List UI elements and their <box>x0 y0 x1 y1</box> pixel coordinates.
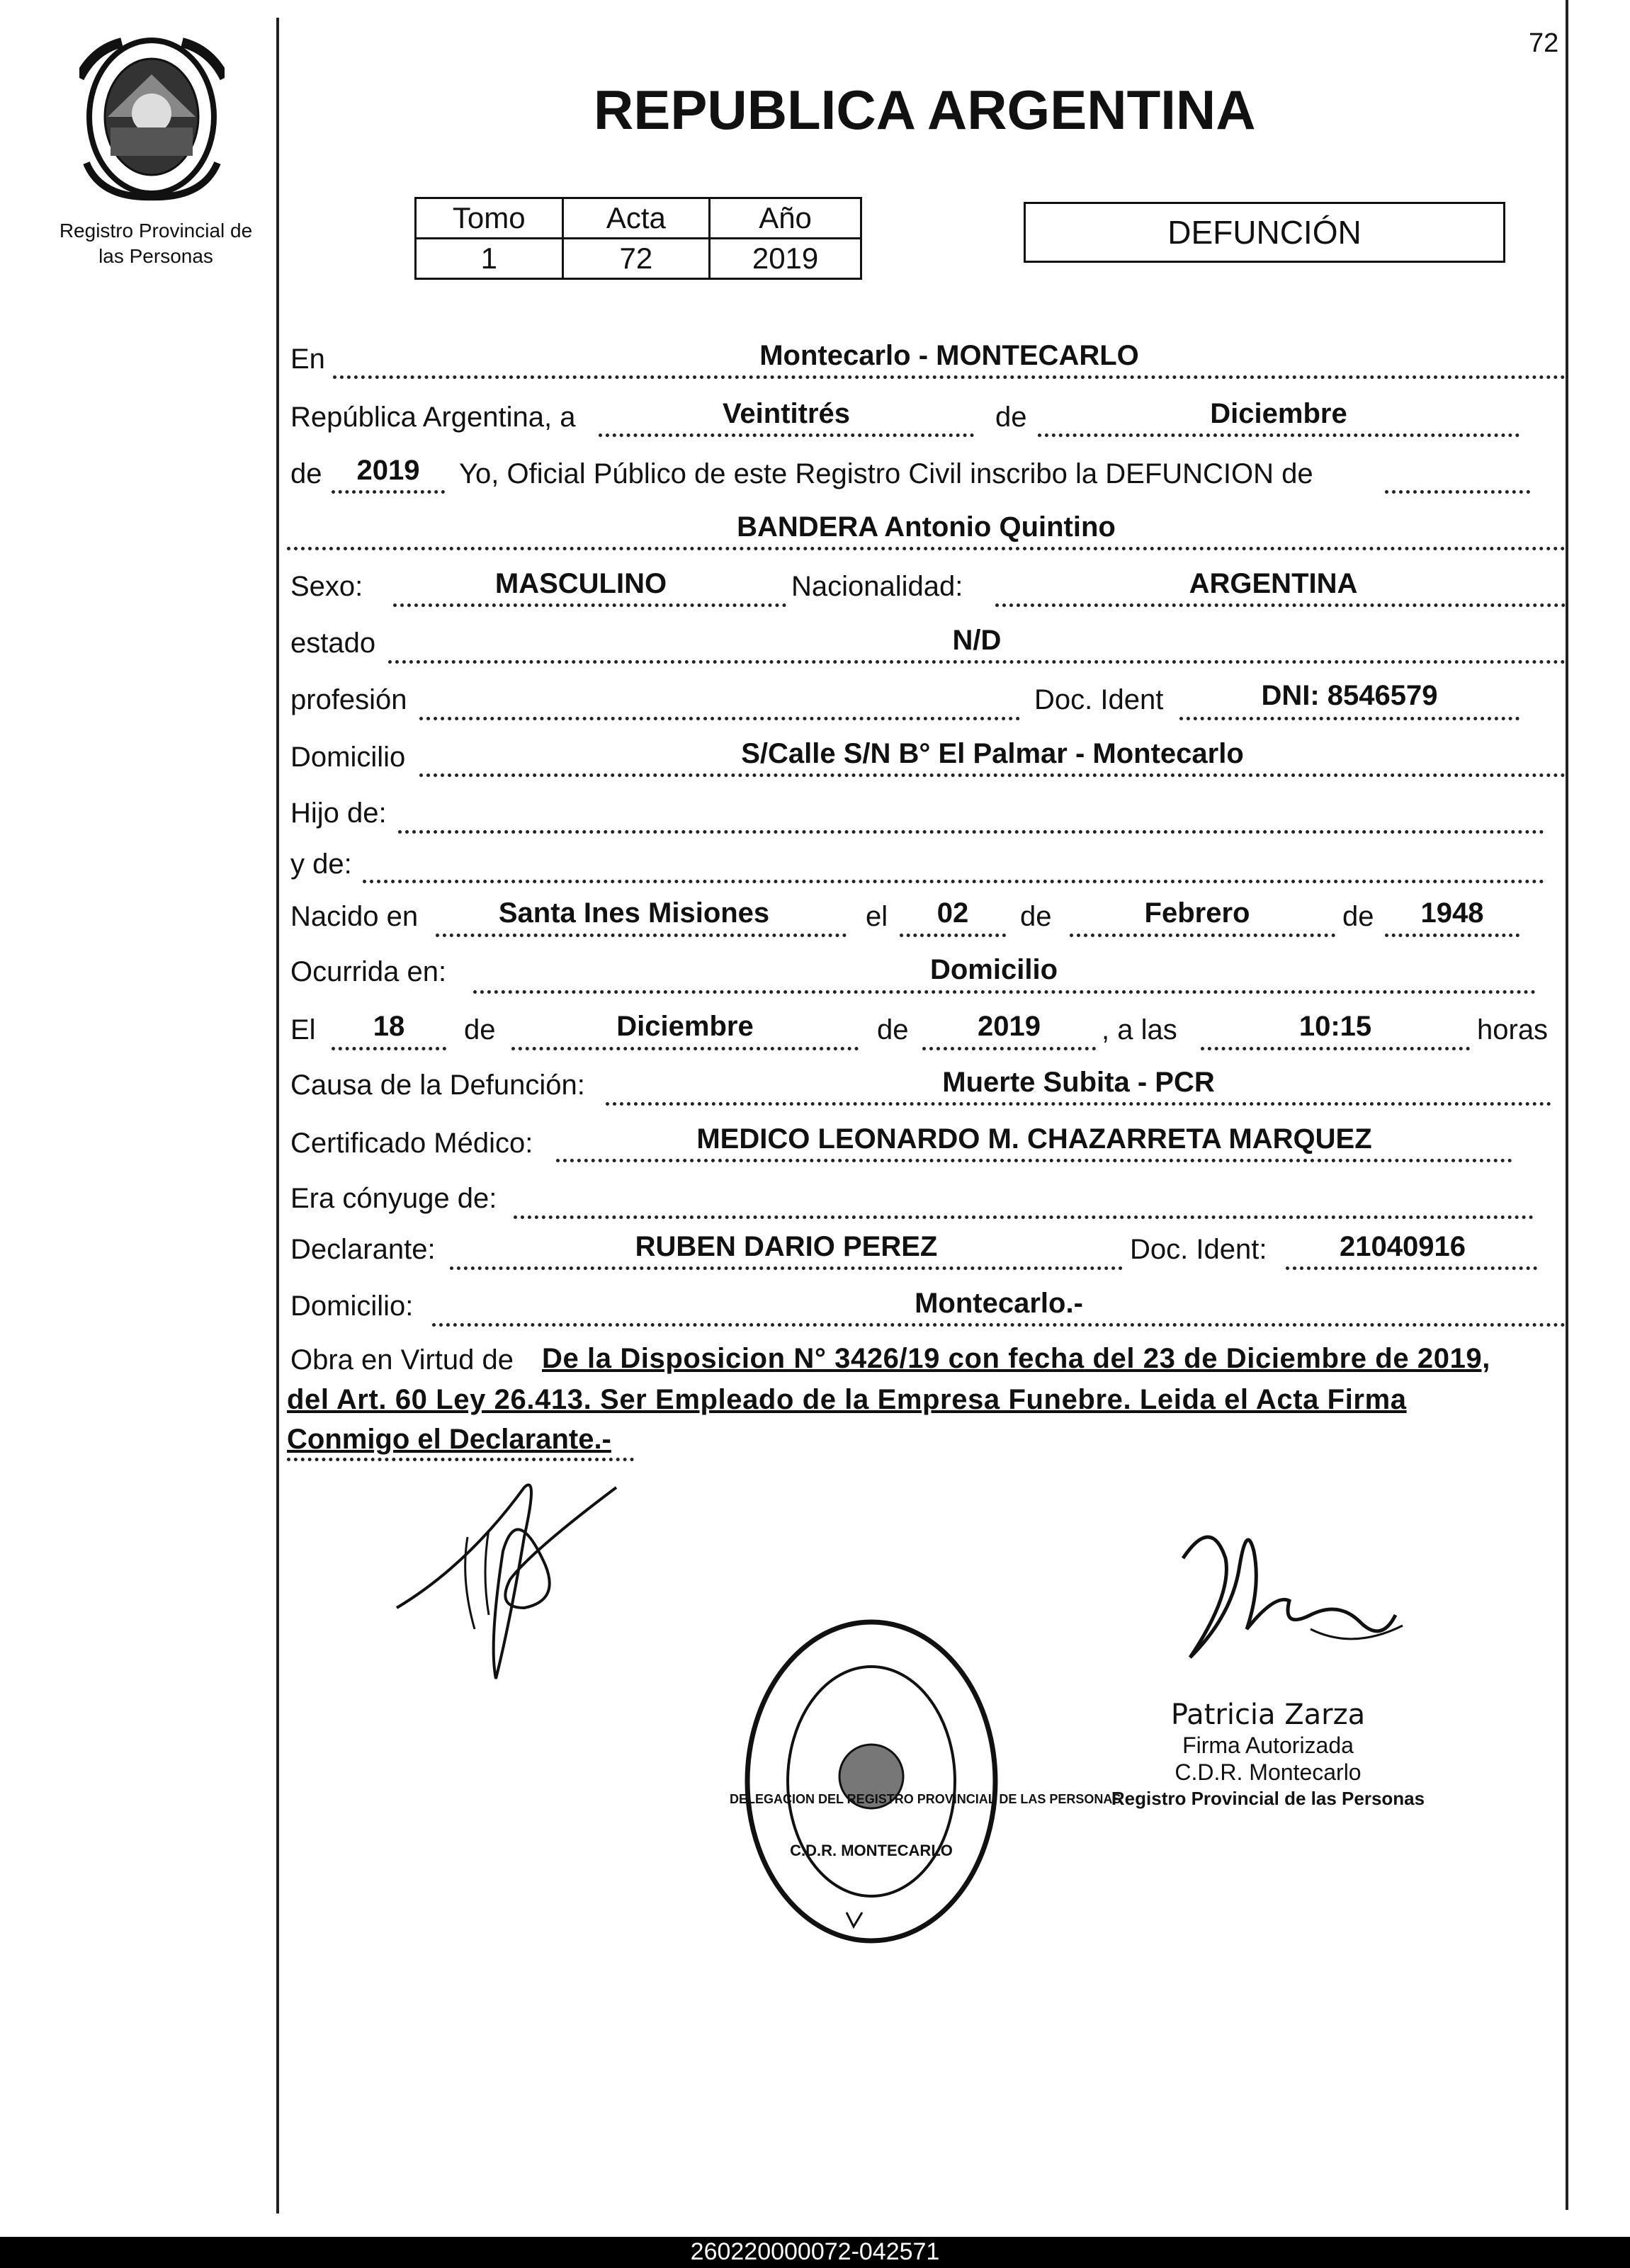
footer-code: 260220000072-042571 <box>690 2238 940 2265</box>
profesion-label: profesión <box>290 684 407 715</box>
death-month-line <box>511 1047 859 1050</box>
birth-day-line <box>900 934 1006 937</box>
death-year-value: 2019 <box>978 1011 1041 1042</box>
oficial-line <box>1385 490 1530 494</box>
en-value: Montecarlo - MONTECARLO <box>759 340 1139 371</box>
doc-value: DNI: 8546579 <box>1261 680 1438 711</box>
cert-label: Certificado Médico: <box>290 1128 533 1159</box>
domicilio2-label: Domicilio: <box>290 1291 414 1322</box>
table-cell-tomo: 1 <box>416 239 563 279</box>
day-line <box>599 433 974 437</box>
sexo-value: MASCULINO <box>494 568 667 599</box>
name-line <box>287 547 1566 550</box>
name-value: BANDERA Antonio Quintino <box>737 511 1116 543</box>
month-value: Diciembre <box>1210 398 1347 429</box>
obra-line-3: Conmigo el Declarante.- <box>287 1424 611 1455</box>
document-title: REPUBLICA ARGENTINA <box>594 79 1256 141</box>
acta-table <box>414 197 862 280</box>
declarante-line <box>450 1266 1123 1270</box>
table-cell-acta: 72 <box>562 239 710 279</box>
domicilio-label: Domicilio <box>290 742 406 773</box>
doc2-label: Doc. Ident: <box>1130 1234 1267 1265</box>
right-margin-line <box>1566 0 1568 2210</box>
doc-label: Doc. Ident <box>1034 684 1164 715</box>
domicilio2-line <box>432 1323 1566 1327</box>
year-line <box>332 490 445 494</box>
death-year-line <box>922 1047 1096 1050</box>
birth-year-value: 1948 <box>1420 897 1484 929</box>
year-value: 2019 <box>356 455 420 486</box>
estado-label: estado <box>290 628 376 659</box>
nac-line <box>995 603 1566 607</box>
signer-name: Patricia Zarza <box>1170 1699 1366 1731</box>
de-label-1: de <box>995 402 1027 433</box>
table-cell-ano: 2019 <box>710 239 861 279</box>
registry-label-2: las Personas <box>98 245 213 267</box>
stamp-center: C.D.R. MONTECARLO <box>790 1842 953 1859</box>
domicilio-value: S/Calle S/N B° El Palmar - Montecarlo <box>741 738 1244 769</box>
de-label-2: de <box>290 458 322 489</box>
death-time-value: 10:15 <box>1298 1011 1372 1042</box>
conyuge-line <box>514 1215 1534 1219</box>
profesion-line <box>419 717 1020 720</box>
birth-day-value: 02 <box>936 897 969 929</box>
declarante-value: RUBEN DARIO PEREZ <box>635 1231 938 1262</box>
causa-value: Muerte Subita - PCR <box>942 1067 1215 1098</box>
nac-label: Nacionalidad: <box>791 571 963 602</box>
domicilio2-value: Montecarlo.- <box>915 1288 1083 1319</box>
birth-year-line <box>1385 934 1519 937</box>
death-month-value: Diciembre <box>616 1011 754 1042</box>
domicilio-line <box>419 773 1566 777</box>
death-day-value: 18 <box>373 1011 405 1042</box>
en-line <box>333 375 1566 379</box>
el-label-1: el <box>866 901 888 932</box>
signer-registry: Registro Provincial de las Personas <box>1111 1788 1425 1809</box>
month-line <box>1038 433 1519 437</box>
cert-line <box>556 1159 1512 1162</box>
birth-month-value: Febrero <box>1144 897 1250 929</box>
doc2-value: 21040916 <box>1340 1231 1466 1262</box>
page-number: 72 <box>1529 28 1559 58</box>
causa-line <box>606 1102 1551 1106</box>
registry-label-1: Registro Provincial de <box>59 220 253 242</box>
signer-role: Firma Autorizada <box>1182 1733 1354 1758</box>
nac-value: ARGENTINA <box>1189 568 1358 599</box>
official-stamp <box>740 1615 1002 1948</box>
doc2-line <box>1286 1266 1537 1270</box>
birth-month-line <box>1070 934 1335 937</box>
ocurrida-line <box>473 990 1536 994</box>
sexo-line <box>393 603 786 607</box>
declarant-signature <box>383 1445 652 1686</box>
hijo-line <box>398 830 1544 834</box>
horas-label: horas <box>1477 1014 1549 1045</box>
nacido-value: Santa Ines Misiones <box>498 897 770 929</box>
cert-value: MEDICO LEONARDO M. CHAZARRETA MARQUEZ <box>696 1123 1372 1155</box>
table-header-ano: Año <box>710 198 861 239</box>
death-day-line <box>332 1047 446 1050</box>
type-box: DEFUNCIÓN <box>1024 202 1505 263</box>
alas-label: , a las <box>1102 1014 1177 1045</box>
en-label: En <box>290 344 325 375</box>
province-logo <box>79 35 225 202</box>
obra-line-1: De la Disposicion N° 3426/19 con fecha del 23 de Diciembre de 2019, <box>542 1343 1490 1374</box>
day-value: Veintitrés <box>722 398 851 429</box>
hijo-label: Hijo de: <box>290 798 387 829</box>
de-label-3: de <box>1020 901 1052 932</box>
obra-prefix: Obra en Virtud de <box>290 1344 514 1376</box>
yde-line <box>363 880 1544 883</box>
nacido-label: Nacido en <box>290 901 419 932</box>
official-signature <box>1169 1509 1410 1672</box>
sexo-label: Sexo: <box>290 571 363 602</box>
estado-line <box>388 660 1566 664</box>
declarante-label: Declarante: <box>290 1234 436 1265</box>
death-time-line <box>1201 1047 1470 1050</box>
stamp-text: DELEGACION DEL REGISTRO PROVINCIAL DE LAS PERSONAS <box>730 1792 1121 1806</box>
rep-label: República Argentina, a <box>290 402 576 433</box>
left-margin-line <box>276 18 279 2213</box>
de-label-4: de <box>1342 901 1374 932</box>
table-header-tomo: Tomo <box>416 198 563 239</box>
signer-office: C.D.R. Montecarlo <box>1175 1759 1362 1785</box>
de-label-5: de <box>464 1014 496 1045</box>
obra-line-2: del Art. 60 Ley 26.413. Ser Empleado de la Empresa Funebre. Leida el Acta Firma <box>287 1384 1407 1415</box>
el-label-2: El <box>290 1014 316 1045</box>
conyuge-label: Era cónyuge de: <box>290 1183 497 1214</box>
de-label-6: de <box>877 1014 909 1045</box>
nacido-line <box>436 934 847 937</box>
estado-value: N/D <box>952 625 1002 656</box>
ocurrida-label: Ocurrida en: <box>290 956 447 987</box>
doc-line <box>1179 717 1519 720</box>
oficial-text: Yo, Oficial Público de este Registro Civil inscribo la DEFUNCION de <box>459 458 1313 489</box>
ocurrida-value: Domicilio <box>929 954 1058 985</box>
yde-label: y de: <box>290 849 352 880</box>
table-header-acta: Acta <box>562 198 710 239</box>
causa-label: Causa de la Defunción: <box>290 1070 585 1101</box>
